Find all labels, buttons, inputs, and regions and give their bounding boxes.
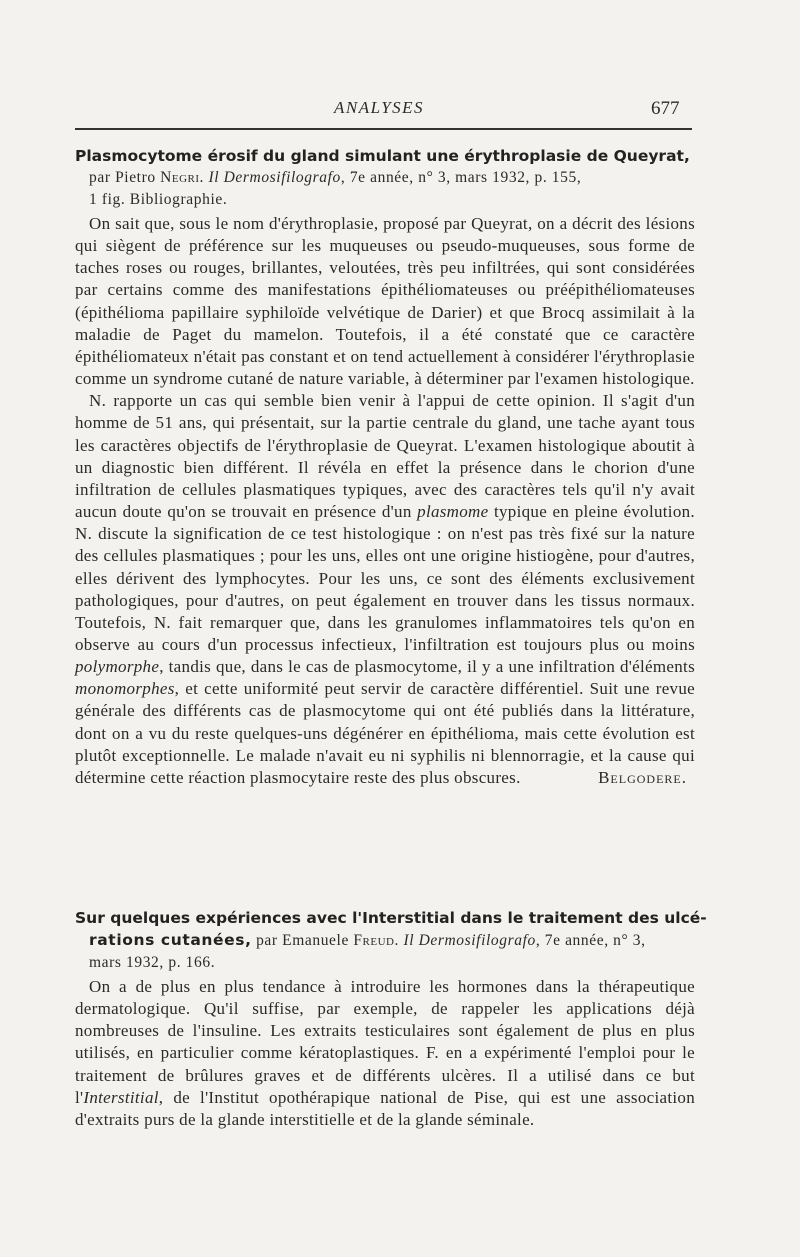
journal-name: Il Dermosifilografo <box>403 932 536 949</box>
article-plasmocytome <box>75 145 695 789</box>
running-title: ANALYSES <box>334 98 425 117</box>
header-rule <box>75 128 692 130</box>
article-title: Sur quelques expériences avec l'Interstitial dans le traitement des ulcé- <box>75 909 707 927</box>
article-title-cont: rations cutanées, <box>89 931 252 949</box>
author-name: Freud <box>353 932 395 949</box>
author-name: Negri <box>160 169 200 186</box>
journal-name: Il Dermosifilografo <box>208 169 341 186</box>
paragraph: N. rapporte un cas qui semble bien venir à l'appui de cette opinion. Il s'agit d'un homme de 51 ans, qui présentait, sur la partie centrale du gland, une tache ayant tous les caractères objectifs de l'érythroplasie de Queyrat. L'examen histologique aboutit à un diagnostic bien différent. Il révéla en effet la présence dans le chorion d'une infiltration de cellules plasmatiques typiques, avec des caractères tels qu'il n'y avait aucun doute qu'on se trouvait en présence d'un plasmome typique en pleine évolution. N. discute la signification de ce test histologique : on n'est pas très fixé sur la nature des cellules plasmatiques ; pour les uns, elles ont une origine histiogène, pour d'autres, elles dérivent des lymphocytes. Pour les uns, ce sont des éléments exclusivement pathologiques, pour d'autres, on peut également en trouver dans les tissus normaux. Toutefois, N. fait remarquer que, dans les granulomes inflammatoires tels qu'on en observe au cours d'un processus infectieux, l'infiltration est toujours plus ou moins polymorphe, tandis que, dans le cas de plasmocytome, il y a une infiltration d'éléments monomorphes, et cette uniformité peut servir de caractère différentiel. Suit une revue générale des différents cas de plasmocytome qui ont été publiés dans la littérature, dont on a vu du reste quelques-uns dégénérer en épithélioma, mais cette évolution est plutôt exceptionnelle. Le malade n'avait eu ni syphilis ni blennorragie, et la cause qui détermine cette réaction plasmocytaire reste des plus obscures. Belgodere. <box>75 390 695 789</box>
article-reference: par Pietro Negri. Il Dermosifilografo, 7e année, n° 3, mars 1932, p. 155, <box>89 169 582 186</box>
article-interstitial <box>75 907 707 1131</box>
article-body <box>75 976 695 1131</box>
paragraph: On sait que, sous le nom d'érythroplasie, proposé par Queyrat, on a décrit des lésions qui siègent de préférence sur les muqueuses ou pseudo-muqueuses, sous forme de taches roses ou rouges, brillantes, veloutées, très peu infiltrées, qui sont considérées par certains comme des manifestations épithéliomateuses ou préépithéliomateuses (épithélioma papillaire syphiloïde velvétique de Darier) et que Brocq assimilait à la maladie de Paget du mamelon. Toutefois, il a été constaté que ce caractère épithéliomateux n'était pas constant et on tend actuellement à considérer l'érythroplasie comme un syndrome cutané de nature variable, à déterminer par l'examen histologique. <box>75 214 695 389</box>
article-title: Plasmocytome érosif du gland simulant une érythroplasie de Queyrat, <box>75 147 690 165</box>
page-number: 677 <box>651 98 680 119</box>
running-head <box>0 98 800 124</box>
paragraph: On a de plus en plus tendance à introduire les hormones dans la thérapeutique dermatologique. Qu'il suffise, par exemple, de rappeler les applications déjà nombreuses de l'insuline. Les extraits testiculaires sont également de plus en plus utilisés, en particulier comme kératoplastiques. F. en a expérimenté l'emploi pour le traitement de brûlures graves et de différents ulcères. Il a utilisé dans ce but l'Interstitial, de l'Institut opothérapique national de Pise, qui est une association d'extraits purs de la glande interstitielle et de la glande séminale. <box>75 977 695 1129</box>
reviewer-signature: Belgodere. <box>598 767 687 787</box>
article-body <box>75 213 695 789</box>
article-reference-cont: mars 1932, p. 166. <box>89 954 216 971</box>
article-reference: rations cutanées, par Emanuele Freud. Il Dermosifilografo, 7e année, n° 3, <box>89 931 646 949</box>
article-reference-cont: 1 fig. Bibliographie. <box>89 191 228 208</box>
